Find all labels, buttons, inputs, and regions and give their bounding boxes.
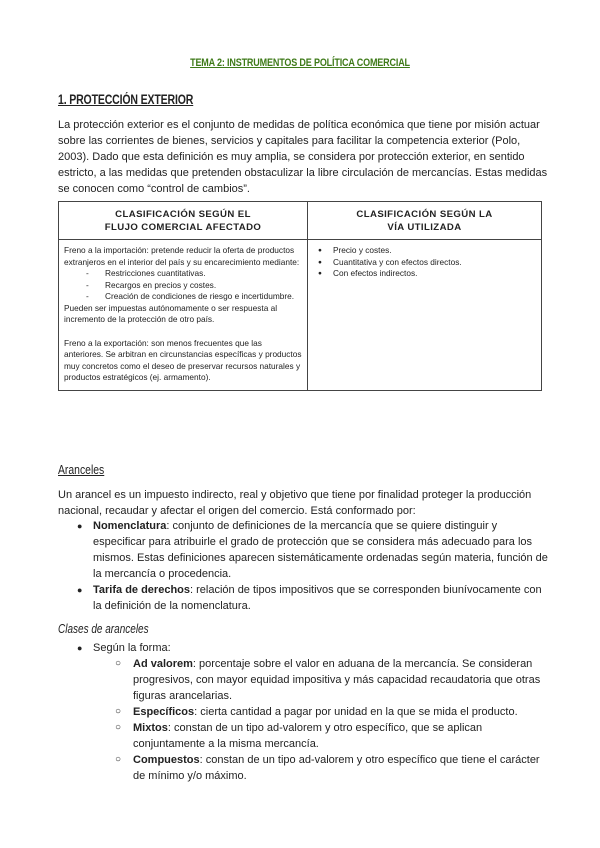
list-item: ● Cuantitativa y con efectos directos. bbox=[313, 257, 536, 269]
import-intro: Freno a la importación: pretende reducir la oferta de productos extranjeros en el interior del país y su encarecimiento mediante: bbox=[64, 245, 300, 267]
import-note: Pueden ser impuestas autónomamente o ser respuesta al incremento de la protección de otro país. bbox=[64, 302, 278, 324]
table-cell-via bbox=[308, 240, 542, 391]
spacer bbox=[64, 326, 302, 338]
term-especificos: Específicos bbox=[133, 706, 195, 718]
list-item: ● Precio y costes. bbox=[313, 245, 536, 257]
list-item: ● Con efectos indirectos. bbox=[313, 268, 536, 280]
list-item: - Restricciones cuantitativas. bbox=[64, 268, 302, 280]
header-line: VÍA UTILIZADA bbox=[387, 221, 462, 233]
list-item bbox=[93, 704, 548, 720]
header-line: FLUJO COMERCIAL AFECTADO bbox=[104, 221, 262, 233]
forma-sublist bbox=[93, 656, 548, 784]
document-title: TEMA 2: INSTRUMENTOS DE POLÍTICA COMERCIAL bbox=[190, 57, 410, 69]
list-item: - Recargos en precios y costes. bbox=[64, 280, 302, 292]
forma-label: Según la forma: bbox=[93, 642, 171, 654]
term-description: : porcentaje sobre el valor en aduana de la mercancía. Se consideran progresivos, con mayor equidad impositiva y más capacidad recaudatoria que otras figuras arancelarias. bbox=[133, 658, 541, 702]
term-ad-valorem: Ad valorem bbox=[133, 658, 193, 670]
table-cell-flujo bbox=[59, 240, 308, 391]
list-item bbox=[93, 720, 548, 752]
term-description: : relación de tipos impositivos que se corresponden biunívocamente con la definición de la nomenclatura. bbox=[93, 584, 542, 612]
header-line: CLASIFICACIÓN SEGÚN LA bbox=[356, 209, 493, 220]
header-line: CLASIFICACIÓN SEGÚN EL bbox=[115, 209, 251, 220]
term-tarifa: Tarifa de derechos bbox=[93, 584, 190, 596]
term-description: : constan de un tipo ad-valorem y otro específico que tiene el carácter de mínimo y/o máximo. bbox=[133, 754, 540, 782]
section-heading-clases: Clases de aranceles bbox=[58, 622, 149, 636]
section-heading-aranceles: Aranceles bbox=[58, 462, 105, 477]
table-header-flujo bbox=[59, 202, 308, 240]
list-item bbox=[58, 582, 548, 614]
term-description: : constan de un tipo ad-valorem y otro específico, que se aplican conjuntamente a la misma mercancía. bbox=[133, 722, 483, 750]
term-description: : conjunto de definiciones de la mercancía que se quiere distinguir y especificar para atribuirle el grado de protección que se considera más adecuado para los mismos. Estas definiciones aparecen sistemáticamente ordenadas según materia, función de la mercancía o procedencia. bbox=[93, 520, 548, 580]
section-heading-proteccion: 1. PROTECCIÓN EXTERIOR bbox=[58, 92, 194, 107]
table-header-row bbox=[59, 202, 542, 240]
list-item bbox=[58, 640, 548, 784]
list-item bbox=[58, 518, 548, 582]
term-nomenclatura: Nomenclatura bbox=[93, 520, 167, 532]
list-item bbox=[93, 656, 548, 704]
list-item bbox=[93, 752, 548, 784]
term-compuestos: Compuestos bbox=[133, 754, 200, 766]
intro-paragraph: La protección exterior es el conjunto de medidas de política económica que tiene por misión actuar sobre las corrientes de bienes, servicios y capitales para facilitar la competencia exterior (Polo, 2003). Dado que esta definición es muy amplia, se considera por protección exterior, en sentido estricto, a las medidas que pretenden obstaculizar la libre circulación de mercancías. Estas medidas se conocen como “control de cambios”. bbox=[58, 119, 548, 195]
aranceles-paragraph: Un arancel es un impuesto indirecto, real y objetivo que tiene por finalidad proteger la producción nacional, recaudar y afectar el origen del comercio. Está conformado por: bbox=[58, 489, 532, 517]
aranceles-components-list bbox=[58, 518, 548, 614]
table-row bbox=[59, 240, 542, 391]
via-list bbox=[313, 245, 536, 280]
term-mixtos: Mixtos bbox=[133, 722, 168, 734]
import-list bbox=[64, 268, 302, 303]
list-item: - Creación de condiciones de riesgo e incertidumbre. bbox=[64, 291, 302, 303]
clases-list bbox=[58, 640, 548, 784]
classification-table bbox=[58, 201, 542, 391]
export-text: Freno a la exportación: son menos frecuentes que las anteriores. Se arbitran en circunstancias específicas y productos muy concretos como el deseo de preservar recursos naturales y productos estratégicos (ej. armamento). bbox=[64, 337, 302, 382]
table-header-via bbox=[308, 202, 542, 240]
term-description: : cierta cantidad a pagar por unidad en la que se mida el producto. bbox=[194, 706, 518, 718]
